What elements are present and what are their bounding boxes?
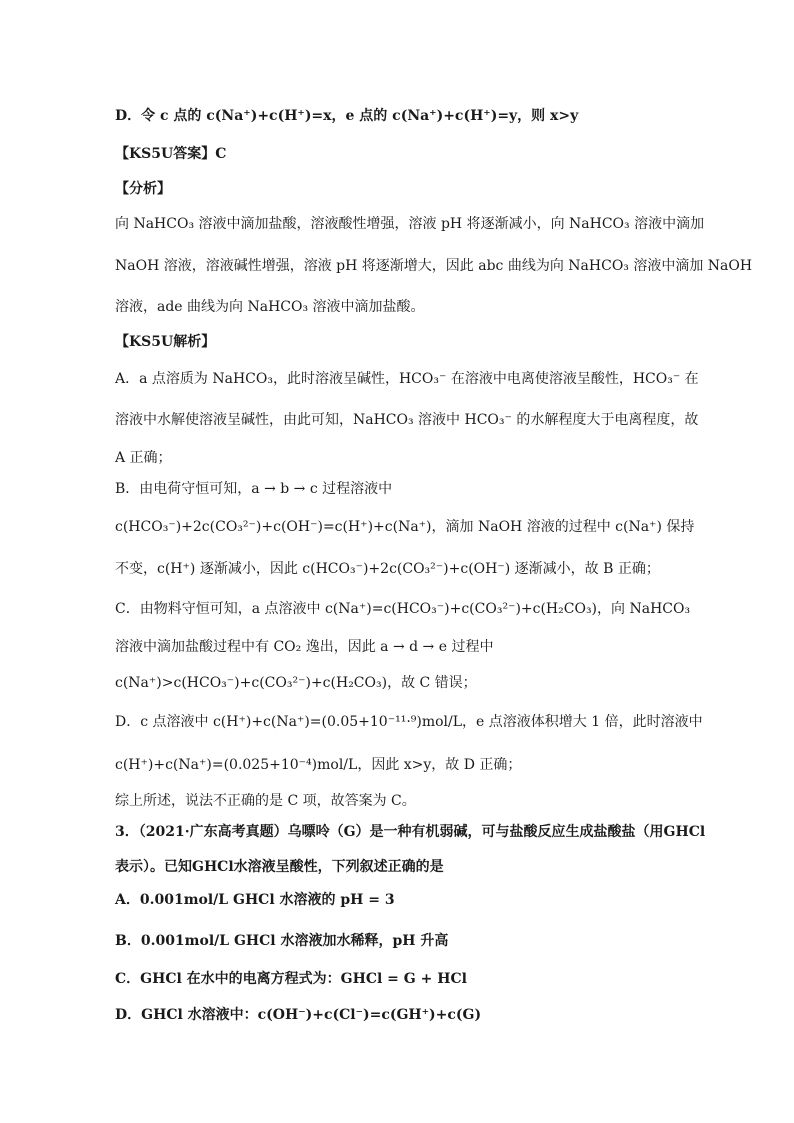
text-line: A．0.001mol/L GHCl 水溶液的 pH = 3 [115, 892, 395, 908]
text-line: c(H⁺)+c(Na⁺)=(0.025+10⁻⁴)mol/L，因此 x>y，故 D 正确； [115, 757, 522, 773]
text-line: 3．（2021·广东高考真题）乌嘌呤（G）是一种有机弱碱，可与盐酸反应生成盐酸盐（用GHCl [115, 824, 706, 840]
text-line: C．GHCl 在水中的电离方程式为：GHCl = G + HCl [115, 971, 467, 987]
text-line: D．c 点溶液中 c(H⁺)+c(Na⁺)=(0.05+10⁻¹¹·⁹)mol/L，e 点溶液体积增大 1 倍，此时溶液中 [115, 714, 703, 730]
text-line: 综上所述，说法不正确的是 C 项，故答案为 C。 [115, 793, 416, 809]
text-line: C．由物料守恒可知，a 点溶液中 c(Na⁺)=c(HCO₃⁻)+c(CO₃²⁻)+c(H₂CO₃)，向 NaHCO₃ [115, 601, 691, 617]
text-line: 溶液中滴加盐酸过程中有 CO₂ 逸出，因此 a → d → e 过程中 [115, 639, 494, 655]
text-line: B．由电荷守恒可知，a → b → c 过程溶液中 [115, 481, 393, 497]
text-line: 表示）。已知GHCl水溶液呈酸性，下列叙述正确的是 [115, 859, 444, 875]
text-line: D．GHCl 水溶液中：c(OH⁻)+c(Cl⁻)=c(GH⁺)+c(G) [115, 1007, 482, 1023]
text-line: B．0.001mol/L GHCl 水溶液加水稀释，pH 升高 [115, 933, 449, 949]
text-line: c(HCO₃⁻)+2c(CO₃²⁻)+c(OH⁻)=c(H⁺)+c(Na⁺)，滴加 NaOH 溶液的过程中 c(Na⁺) 保持 [115, 519, 695, 535]
text-line: A 正确； [115, 450, 172, 466]
text-line: 不变，c(H⁺) 逐渐减小，因此 c(HCO₃⁻)+2c(CO₃²⁻)+c(OH⁻) 逐渐减小，故 B 正确； [115, 561, 660, 577]
text-line: NaOH 溶液，溶液碱性增强，溶液 pH 将逐渐增大，因此 abc 曲线为向 NaHCO₃ 溶液中滴加 NaOH [115, 258, 753, 274]
text-line: 【分析】 [115, 181, 171, 197]
text-line: 【KS5U答案】C [115, 146, 227, 162]
text-line: A．a 点溶质为 NaHCO₃，此时溶液呈碱性，HCO₃⁻ 在溶液中电离使溶液呈酸性，HCO₃⁻ 在 [115, 371, 699, 387]
text-line: D．令 c 点的 c(Na⁺)+c(H⁺)=x，e 点的 c(Na⁺)+c(H⁺)=y，则 x>y [115, 108, 579, 124]
text-line: c(Na⁺)>c(HCO₃⁻)+c(CO₃²⁻)+c(H₂CO₃)，故 C 错误； [115, 675, 477, 691]
text-line: 向 NaHCO₃ 溶液中滴加盐酸，溶液酸性增强，溶液 pH 将逐渐减小，向 NaHCO₃ 溶液中滴加 [115, 216, 705, 232]
text-line: 溶液，ade 曲线为向 NaHCO₃ 溶液中滴加盐酸。 [115, 299, 425, 315]
text-line: 溶液中水解使溶液呈碱性，由此可知，NaHCO₃ 溶液中 HCO₃⁻ 的水解程度大于电离程度，故 [115, 412, 699, 428]
text-line: 【KS5U解析】 [115, 334, 216, 350]
